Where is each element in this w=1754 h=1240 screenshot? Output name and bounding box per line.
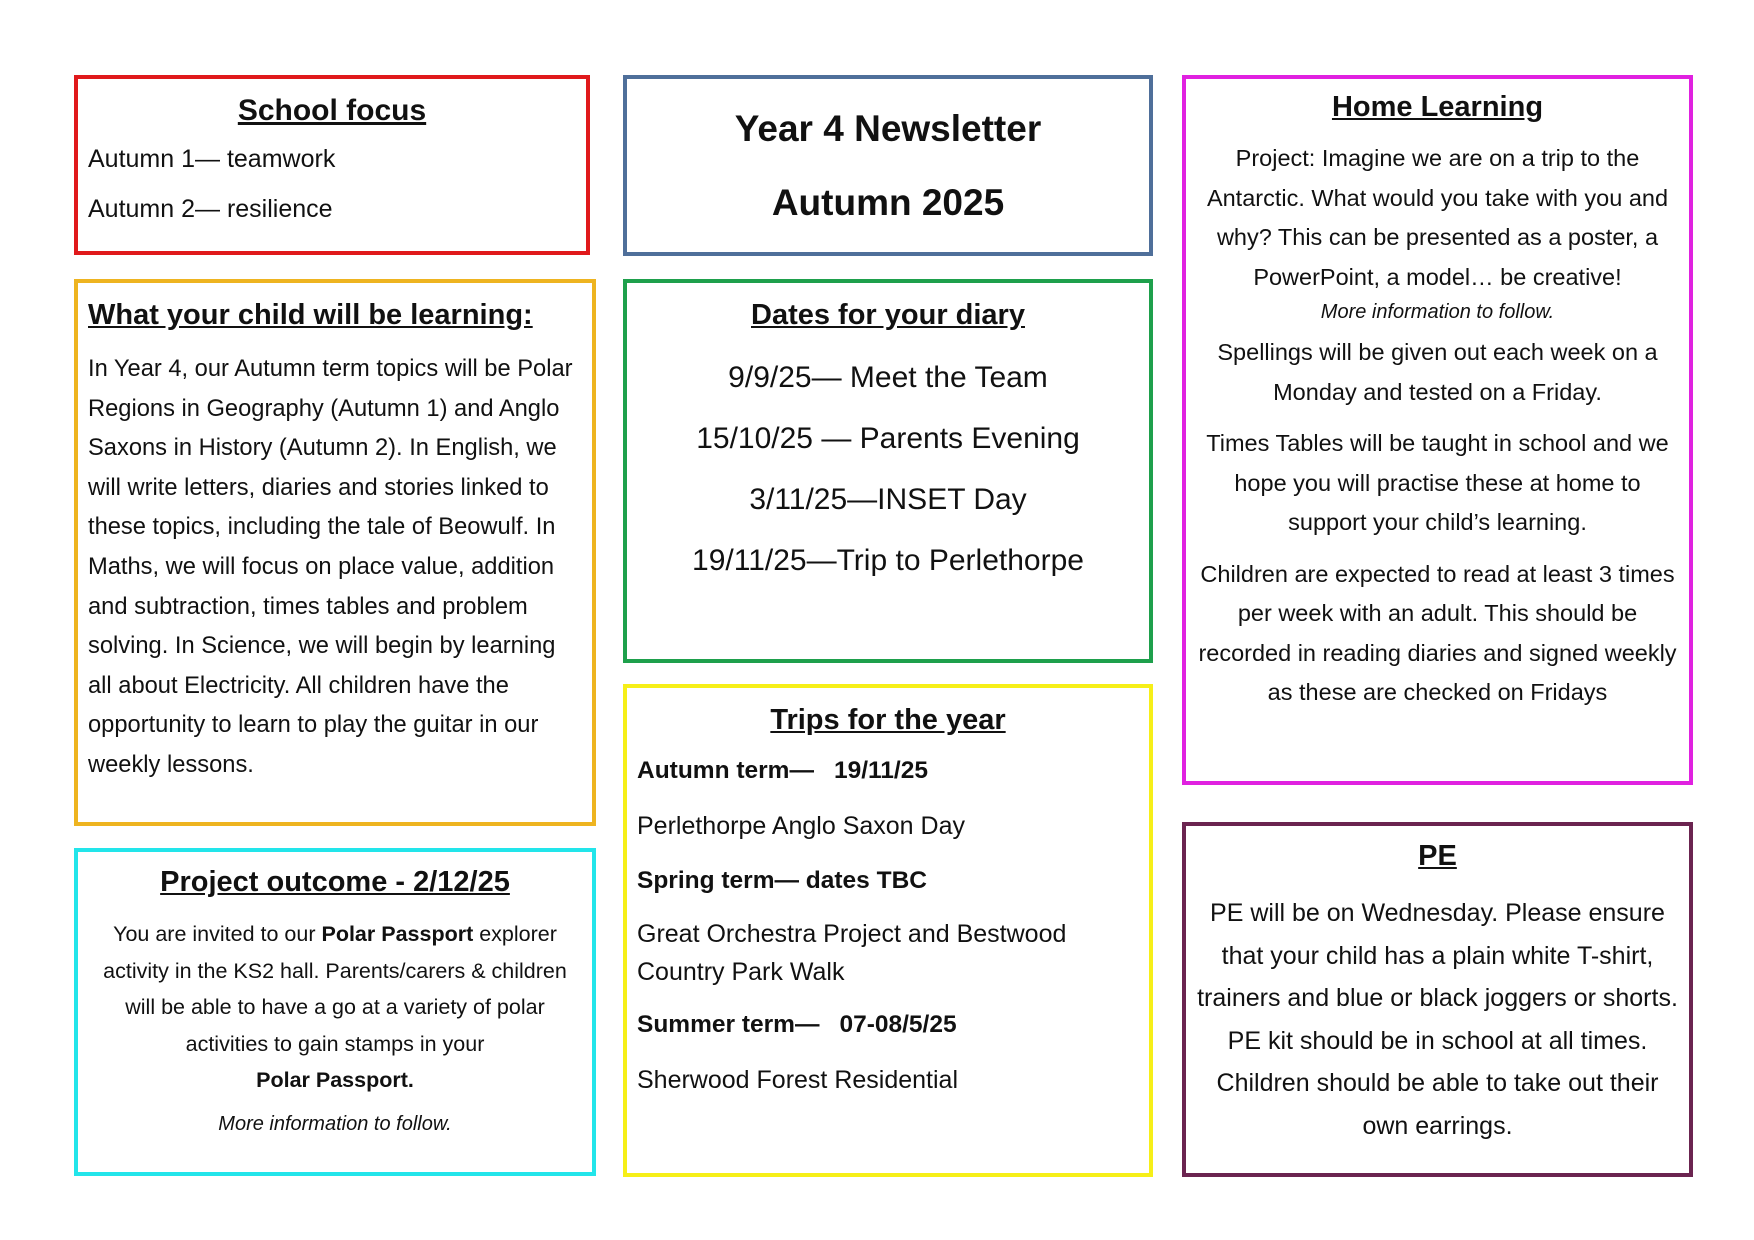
learning-panel [74,279,596,826]
home-project-text: Project: Imagine we are on a trip to the Antarctic. What would you take with you and why? This can be presented as a poster, a PowerPoint, a model… be creative! [1206,145,1669,290]
date-item: 15/10/25 — Parents Evening [696,422,1080,455]
project-outcome-text [86,916,584,1099]
times-tables-text: Times Tables will be taught in school and we hope you will practise these at home to support your child’s learning. [1206,430,1669,535]
date-item: 19/11/25—Trip to Perlethorpe [692,544,1084,577]
autumn2-focus: Autumn 2— resilience [88,195,333,223]
spring-trip-desc: Great Orchestra Project and Bestwood Country Park Walk [637,920,1067,986]
spring-trip-term: Spring term— dates TBC [637,867,927,894]
home-learning-panel [1182,75,1693,785]
pe-body: PE will be on Wednesday. Please ensure that your child has a plain white T-shirt, trainers and blue or black joggers or shorts. PE kit should be in school at all times. Children should be able to take out their own earrings. [1197,899,1678,1140]
newsletter-title-panel [623,75,1153,256]
home-learning-heading: Home Learning [1331,91,1544,123]
autumn1-focus: Autumn 1— teamwork [88,145,336,173]
learning-heading: What your child will be learning: [88,299,533,331]
newsletter-title: Year 4 Newsletter [734,107,1042,149]
pe-heading: PE [1418,840,1457,872]
summer-term-label: Summer term— [637,1011,820,1038]
trips-heading: Trips for the year [770,704,1006,736]
project-text-a: You are invited to our [113,922,322,946]
school-focus-heading: School focus [237,94,427,127]
project-outcome-heading: Project outcome - 2/12/25 [160,866,510,898]
polar-passport-bold-end: Polar Passport. [256,1068,414,1092]
dates-heading: Dates for your diary [751,299,1025,331]
dates-panel [623,279,1153,663]
summer-trip-desc: Sherwood Forest Residential [637,1066,958,1094]
autumn-term-label: Autumn term— [637,757,814,784]
pe-panel [1182,822,1693,1177]
date-item: 3/11/25—INSET Day [749,483,1027,516]
autumn-trip-date: 19/11/25 [833,757,928,784]
polar-passport-bold: Polar Passport [321,922,474,946]
trips-panel [623,684,1153,1177]
spellings-text: Spellings will be given out each week on a Monday and tested on a Friday. [1217,339,1658,405]
project-outcome-note: More information to follow. [218,1112,452,1135]
summer-trip-term [637,1004,1139,1046]
autumn-trip-desc: Perlethorpe Anglo Saxon Day [637,812,965,840]
summer-trip-date: 07-08/5/25 [839,1011,957,1038]
autumn-trip-term [637,750,1139,792]
project-text-b: explorer activity in the KS2 hall. Parents/carers & children will be able to have a go at a variety of polar activities to gain stamps in your [103,922,567,1056]
newsletter-term: Autumn 2025 [771,181,1005,223]
date-item: 9/9/25— Meet the Team [728,361,1048,394]
learning-body: In Year 4, our Autumn term topics will be Polar Regions in Geography (Autumn 1) and Anglo Saxons in History (Autumn 2). In English, we will write letters, diaries and stories linked to these topics, including the tale of Beowulf. In Maths, we will focus on place value, addition and subtraction, times tables and problem solving. In Science, we will begin by learning all about Electricity. All children have the opportunity to learn to play the guitar in our weekly lessons. [88,356,573,778]
home-project-note: More information to follow. [1320,301,1555,323]
reading-text: Children are expected to read at least 3 times per week with an adult. This should be recorded in reading diaries and signed weekly as these are checked on Fridays [1198,560,1677,705]
school-focus-panel [74,75,590,255]
project-outcome-panel [74,848,596,1176]
